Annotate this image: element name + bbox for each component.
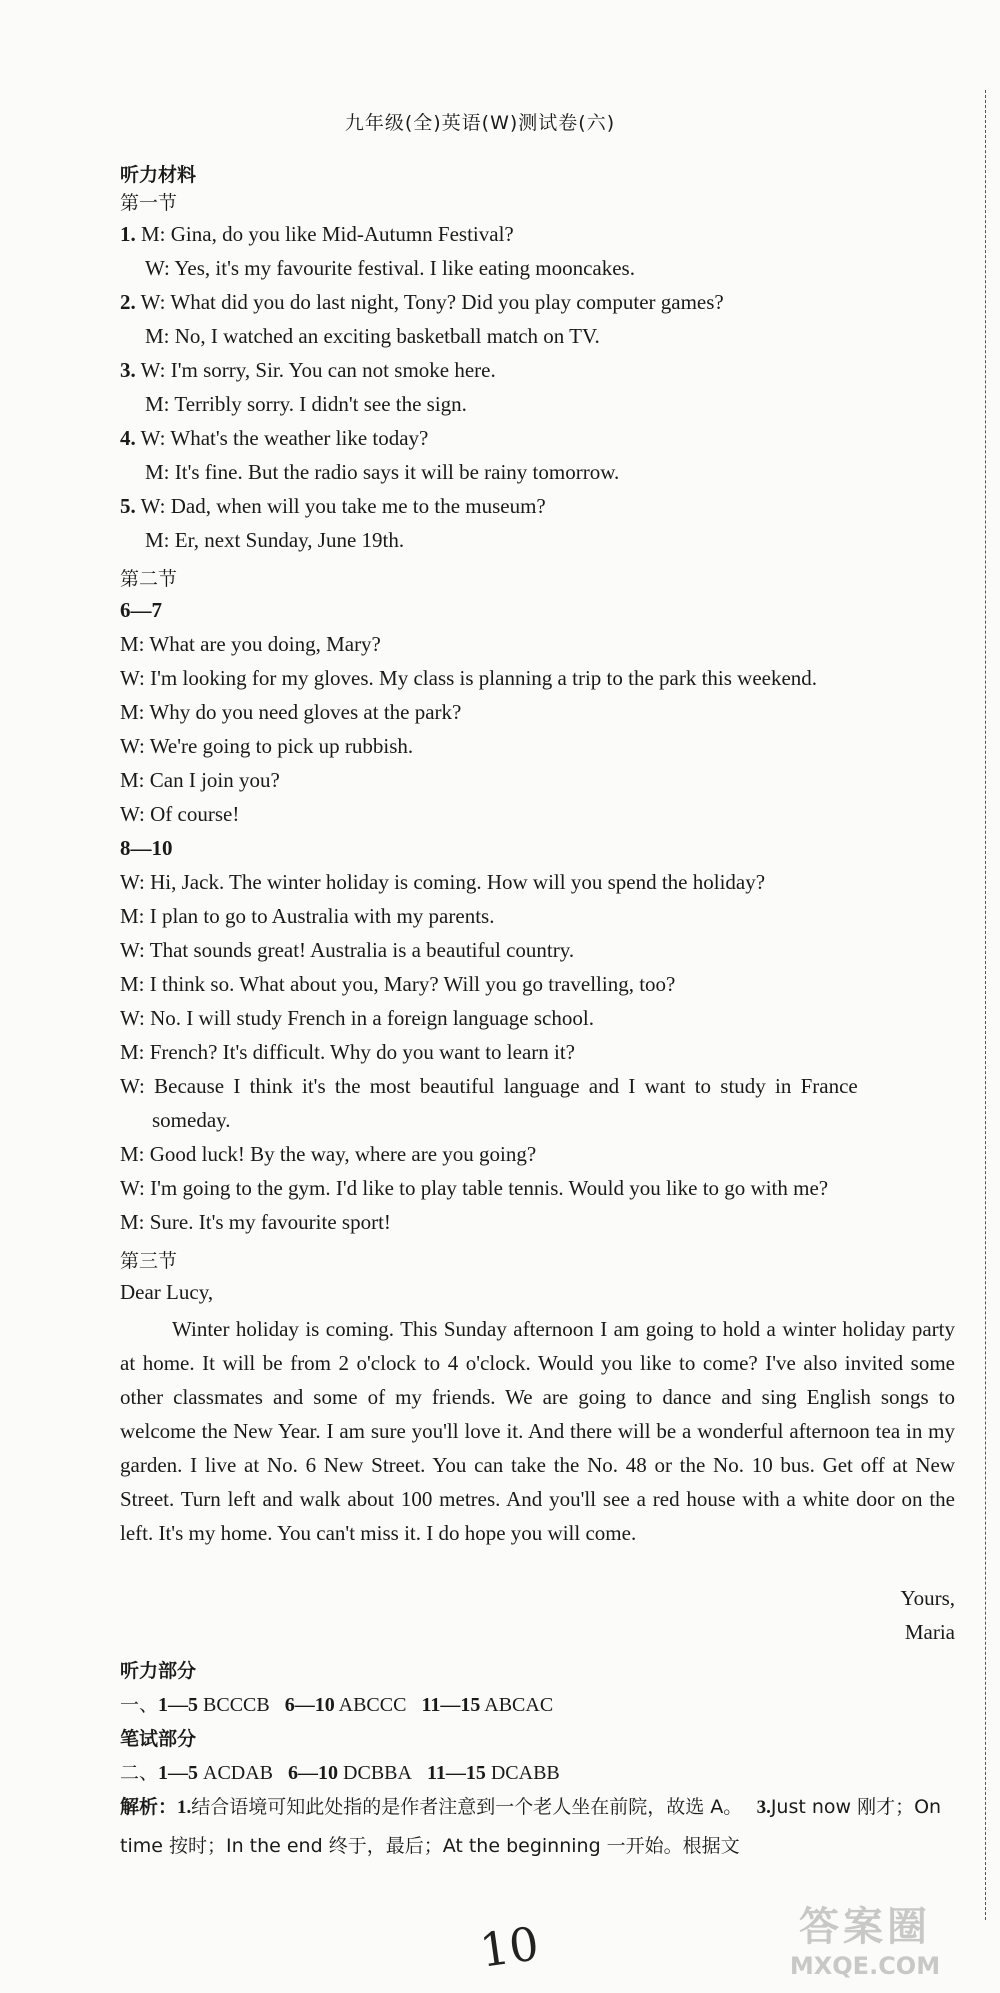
dialogue-line: 4. W: What's the weather like today? xyxy=(120,426,429,450)
dialogue-line: W: Hi, Jack. The winter holiday is coming. How will you spend the holiday? xyxy=(120,870,766,894)
dialogue-line: 2. W: What did you do last night, Tony? Did you play computer games? xyxy=(120,290,724,314)
dialogue-line: M: Why do you need gloves at the park? xyxy=(120,700,462,724)
question-number: 5. xyxy=(120,494,136,518)
dialogue-line: 5. W: Dad, when will you take me to the museum? xyxy=(120,494,546,518)
dialogue-line: M: Good luck! By the way, where are you going? xyxy=(120,1142,537,1166)
section3-heading: 第三节 xyxy=(120,1250,178,1272)
explanation: 解析：1.结合语境可知此处指的是作者注意到一个老人坐在前院，故选 A。 3.Just now 刚才；On time 按时；In the end 终于，最后；At the beginning 一开始。根据文 xyxy=(120,1796,942,1857)
dialogue-line: M: I plan to go to Australia with my parents. xyxy=(120,904,495,928)
dialogue-line: M: Er, next Sunday, June 19th. xyxy=(145,528,405,552)
question-number: 3. xyxy=(120,358,136,382)
question-number: 1. xyxy=(120,222,136,246)
page-title: 九年级(全)英语(W)测试卷(六) xyxy=(344,112,616,134)
dialogue-line: W: Of course! xyxy=(120,802,240,826)
letter-closing: Yours, xyxy=(900,1586,955,1610)
section2-heading: 第二节 xyxy=(120,568,178,590)
dialogue-line: M: What are you doing, Mary? xyxy=(120,632,381,656)
listening-material-heading: 听力材料 xyxy=(120,164,197,186)
dialogue-line: W: Because I think it's the most beautiful language and I want to study in France xyxy=(120,1074,858,1098)
section1-heading: 第一节 xyxy=(120,192,178,214)
question-number: 2. xyxy=(120,290,136,314)
dialogue-line: W: No. I will study French in a foreign language school. xyxy=(120,1006,594,1030)
letter-greeting: Dear Lucy, xyxy=(120,1280,214,1304)
handwritten-page-number: 10 xyxy=(476,1916,543,1978)
dialogue-line: M: Terribly sorry. I didn't see the sign. xyxy=(145,392,467,416)
group-label: 6—7 xyxy=(120,598,162,622)
dialogue-line: 3. W: I'm sorry, Sir. You can not smoke here. xyxy=(120,358,496,382)
dialogue-line: W: I'm going to the gym. I'd like to play table tennis. Would you like to go with me? xyxy=(120,1176,829,1200)
binding-line xyxy=(973,90,986,1920)
group-label: 8—10 xyxy=(120,836,173,860)
dialogue-line: W: I'm looking for my gloves. My class is planning a trip to the park this weekend. xyxy=(120,666,818,690)
dialogue-line: someday. xyxy=(152,1108,231,1132)
dialogue-line: W: Yes, it's my favourite festival. I like eating mooncakes. xyxy=(145,256,635,280)
dialogue-line: W: We're going to pick up rubbish. xyxy=(120,734,414,758)
dialogue-line: M: It's fine. But the radio says it will be rainy tomorrow. xyxy=(145,460,620,484)
letter-signature: Maria xyxy=(904,1620,955,1644)
dialogue-line: M: French? It's difficult. Why do you want to learn it? xyxy=(120,1040,575,1064)
written-answers: 二、1—5 ACDAB 6—10 DCBBA 11—15 DCABB xyxy=(120,1762,560,1784)
listening-answers-heading: 听力部分 xyxy=(120,1660,197,1682)
written-answers-heading: 笔试部分 xyxy=(120,1728,197,1750)
letter-body: Winter holiday is coming. This Sunday afternoon I am going to hold a winter holiday party at home. It will be from 2 o'clock to 4 o'clock. Would you like to come? I've also invited some other classmates and some of my friends. We are going to dance and sing English songs to welcome the New Year. I am sure you'll love it. And there will be a wonderful afternoon tea in my garden. I live at No. 6 New Street. You can take the No. 48 or the No. 10 bus. Get off at New Street. Turn left and walk about 100 metres. And you'll see a red house with a white door on the left. It's my home. You can't miss it. I do hope you will come. xyxy=(120,1317,955,1545)
dialogue-line: W: That sounds great! Australia is a beautiful country. xyxy=(120,938,575,962)
listening-answers: 一、1—5 BCCCB 6—10 ABCCC 11—15 ABCAC xyxy=(120,1694,554,1716)
dialogue-line: M: I think so. What about you, Mary? Will you go travelling, too? xyxy=(120,972,676,996)
dialogue-line: M: Can I join you? xyxy=(120,768,280,792)
question-number: 4. xyxy=(120,426,136,450)
explanation-label: 解析： xyxy=(120,1796,178,1818)
dialogue-line: M: No, I watched an exciting basketball match on TV. xyxy=(145,324,600,348)
watermark-logo: 答案圈 MXQE.COM xyxy=(789,1904,941,1980)
dialogue-line: M: Sure. It's my favourite sport! xyxy=(120,1210,391,1234)
dialogue-line: 1. M: Gina, do you like Mid-Autumn Festival? xyxy=(120,222,514,246)
